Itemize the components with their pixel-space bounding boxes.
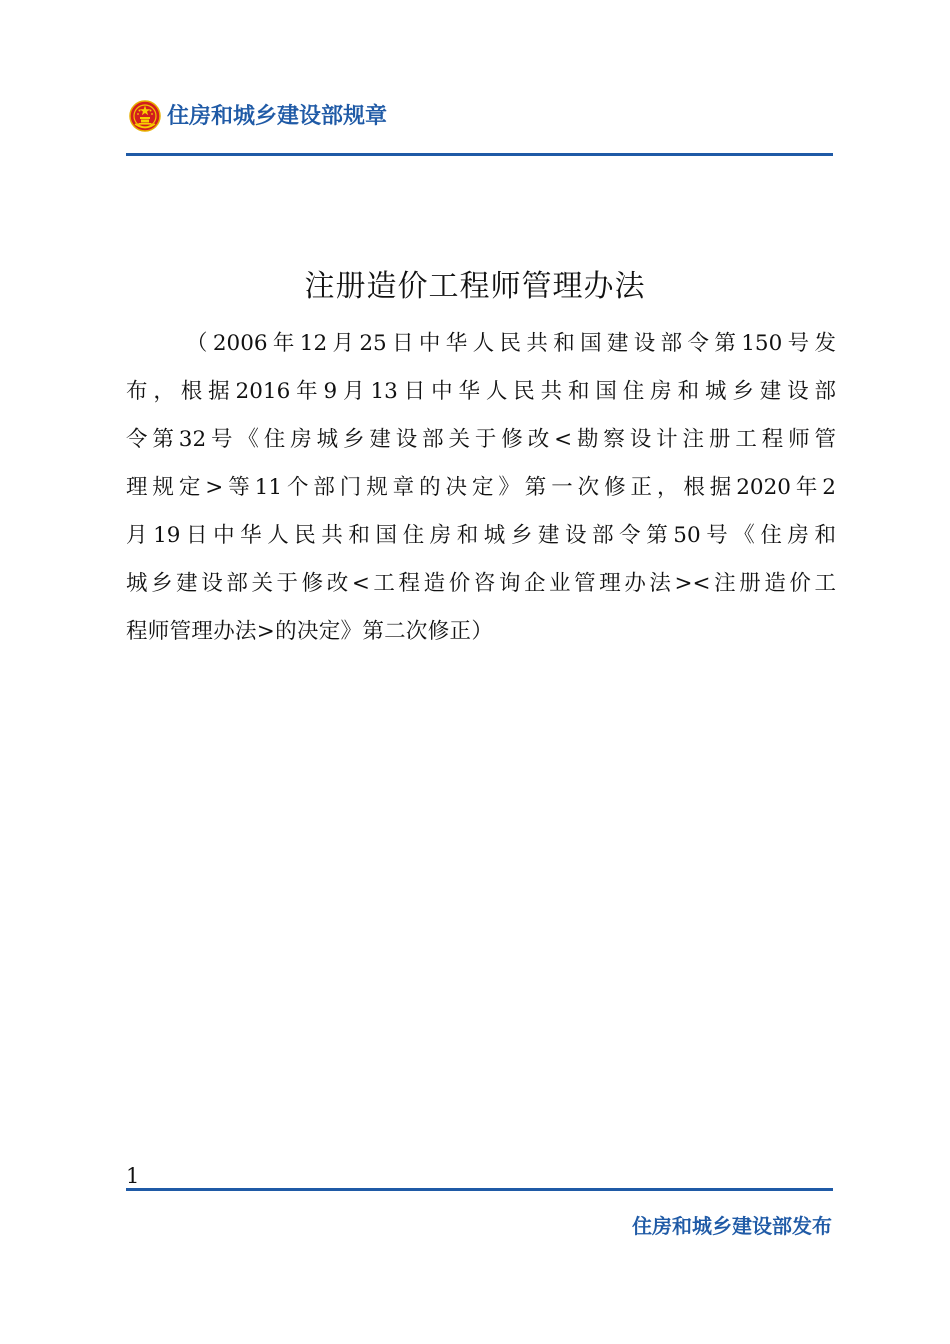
national-emblem-icon <box>129 100 161 132</box>
document-revision-note <box>126 320 836 656</box>
header-divider <box>126 153 833 156</box>
revision-note-line: 布，根据2016年9月13日中华人民共和国住房和城乡建设部 <box>126 379 836 404</box>
revision-note-line: （2006年12月25日中华人民共和国建设部令第150号发 <box>186 331 836 356</box>
revision-note-line: 程师管理办法>的决定》第二次修正） <box>126 619 494 644</box>
footer-divider <box>126 1188 833 1191</box>
document-title: 注册造价工程师管理办法 <box>304 269 646 304</box>
footer-publisher: 住房和城乡建设部发布 <box>632 1214 832 1238</box>
header-title: 住房和城乡建设部规章 <box>167 104 388 129</box>
revision-note-line: 城乡建设部关于修改<工程造价咨询企业管理办法><注册造价工 <box>126 571 836 596</box>
revision-note-line: 月19日中华人民共和国住房和城乡建设部令第50号《住房和 <box>126 523 836 548</box>
page-number: 1 <box>126 1164 140 1188</box>
revision-note-line: 令第32号《住房城乡建设部关于修改<勘察设计注册工程师管 <box>126 427 836 452</box>
revision-note-line: 理规定>等11个部门规章的决定》第一次修正，根据2020年2 <box>126 475 836 500</box>
